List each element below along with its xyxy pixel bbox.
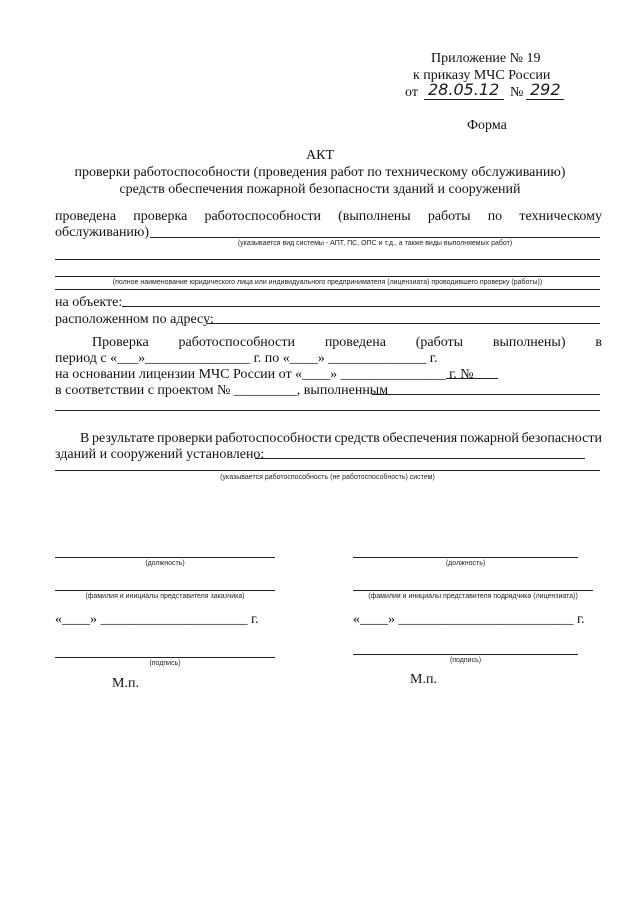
contractor-position-caption: (должность): [445, 560, 486, 567]
note-system-type: (указывается вид системы - АПТ, ПС, ОПС и т.д., а также виды выполняемых работ): [237, 240, 513, 247]
p2-word: работоспособности: [178, 335, 295, 350]
p1-word: работоспособности: [204, 209, 321, 224]
result-field[interactable]: [255, 458, 585, 459]
project-executor-field-2[interactable]: [55, 410, 600, 411]
result-word: В: [80, 431, 90, 446]
document-title: АКТ: [306, 148, 334, 163]
p2-word: Проверка: [92, 335, 149, 350]
period-line: период с «___»_______________ г. по «____» ______________ г.: [55, 351, 438, 366]
contractor-name-caption: (фамилия и инициалы представителя подрядчика (лицензиата)): [368, 593, 578, 600]
p2-word: в: [595, 335, 602, 350]
paragraph-result: [80, 430, 602, 447]
paragraph-check: [92, 334, 602, 351]
result-word: проверки: [157, 431, 213, 446]
customer-position-caption: (должность): [145, 560, 185, 567]
object-label: на объекте:: [55, 295, 123, 310]
p1-word: работы: [427, 209, 471, 224]
customer-signature-field[interactable]: [55, 657, 275, 658]
customer-date: «____» _____________________ г.: [55, 612, 259, 627]
customer-signature-caption: (подпись): [149, 660, 181, 667]
p1-word: (выполнены: [338, 209, 411, 224]
organization-field[interactable]: [55, 276, 600, 277]
appendix-number: Приложение № 19: [431, 51, 541, 66]
result-word: результате: [92, 431, 155, 446]
order-reference: к приказу МЧС России: [413, 68, 551, 83]
result-word: пожарной: [459, 431, 519, 446]
license-line: на основании лицензии МЧС России от «____» _______________ г. №: [55, 367, 474, 382]
document-subtitle-1: проверки работоспособности (проведения работ по техническому обслуживанию): [74, 165, 566, 180]
p1-word: по: [487, 209, 503, 224]
date-prefix: от: [405, 85, 418, 100]
customer-stamp-label: М.п.: [112, 676, 139, 691]
result-word: работоспособности: [215, 431, 332, 446]
result-field-2[interactable]: [55, 470, 600, 471]
note-organization: (полное наименование юридического лица или индивидуального предпринимателя (лицензиата) проводившего проверку (работы)): [112, 279, 543, 286]
address-field[interactable]: [207, 323, 600, 324]
result-word: обеспечения: [382, 431, 458, 446]
object-field[interactable]: [122, 306, 600, 307]
system-type-field-2[interactable]: [55, 259, 600, 260]
result-word: безопасности: [521, 431, 602, 446]
p1-word: проверка: [133, 209, 188, 224]
number-prefix: №: [510, 85, 524, 100]
note-result: (указывается работоспособность (не работоспособность) систем): [220, 474, 435, 481]
project-executor-field[interactable]: [372, 394, 600, 395]
contractor-signature-caption: (подпись): [449, 657, 482, 664]
handwritten-date: 28.05.12: [428, 80, 500, 99]
customer-name-field[interactable]: [55, 590, 275, 591]
document-subtitle-2: средств обеспечения пожарной безопасности зданий и сооружений: [119, 182, 521, 197]
license-number-field[interactable]: [446, 378, 498, 379]
customer-position-field[interactable]: [55, 557, 275, 558]
handwritten-number: 292: [530, 80, 561, 99]
contractor-stamp-label: М.п.: [410, 672, 437, 687]
contractor-name-field[interactable]: [353, 590, 593, 591]
p1-word: техническому: [519, 209, 602, 224]
p1-word: проведена: [55, 209, 117, 224]
contractor-signature-field[interactable]: [353, 654, 578, 655]
form-label: Форма: [467, 118, 507, 133]
result-word: средств: [334, 431, 380, 446]
customer-name-caption: (фамилия и инициалы представителя заказчика): [85, 593, 245, 600]
system-type-field[interactable]: [150, 237, 600, 238]
contractor-date: «____» _________________________ г.: [353, 612, 585, 627]
p2-word: (работы: [415, 335, 464, 350]
p2-word: выполнены): [492, 335, 566, 350]
paragraph-inspection: [55, 208, 602, 225]
project-line: в соответствии с проектом № _________, выполненным: [55, 383, 389, 398]
p1-line2: обслуживанию): [55, 225, 150, 240]
p2-word: проведена: [324, 335, 386, 350]
address-label: расположенном по адресу:: [55, 312, 214, 327]
contractor-position-field[interactable]: [353, 557, 578, 558]
result-line2: зданий и сооружений установлено:: [55, 447, 265, 462]
